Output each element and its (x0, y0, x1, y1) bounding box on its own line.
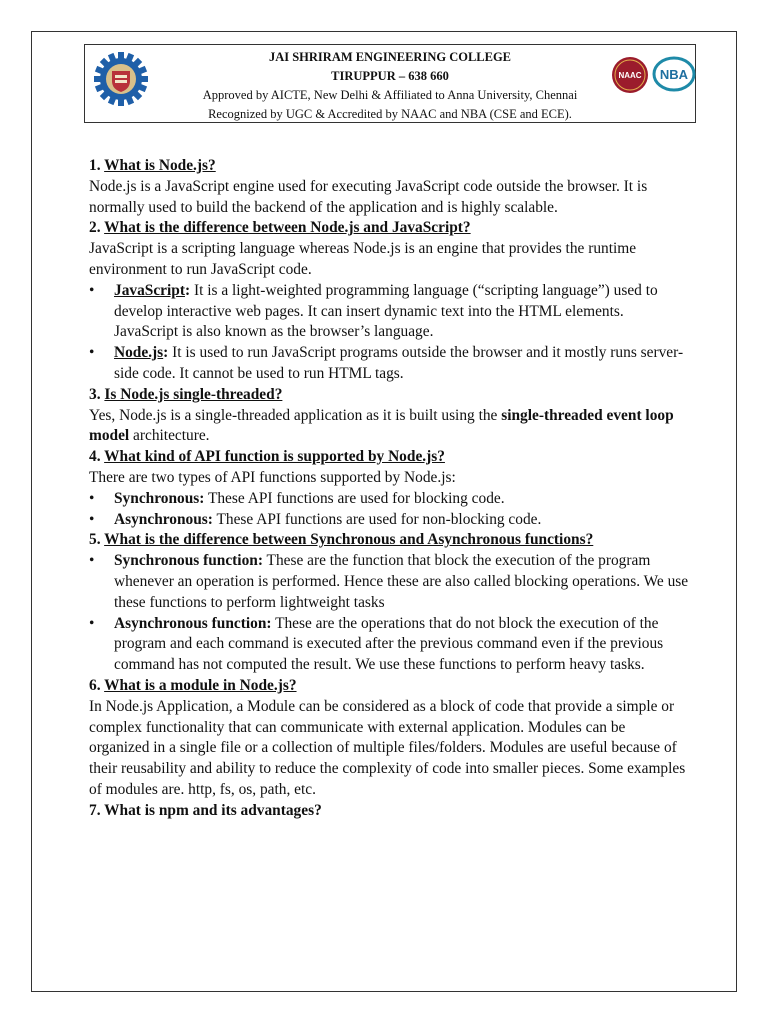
list-item: • Synchronous: These API functions are used for blocking code. (89, 489, 505, 507)
answer-2: JavaScript is a scripting language whereas Node.js is an engine that provides the runtime environment to run JavaScript code. (89, 240, 637, 278)
question-2: 2. What is the difference between Node.js and JavaScript? (89, 219, 471, 237)
approval-line: Approved by AICTE, New Delhi & Affiliated to Anna University, Chennai (202, 88, 578, 102)
question-3-title: Is Node.js single-threaded? (104, 385, 283, 403)
college-name: JAI SHRIRAM ENGINEERING COLLEGE (268, 50, 512, 64)
nba-logo-text: NBA (659, 67, 689, 82)
list-item: • Asynchronous: These API functions are used for non-blocking code. (89, 510, 542, 528)
question-1-title: What is Node.js? (104, 157, 216, 174)
question-5: 5. What is the difference between Synchronous and Asynchronous functions? (89, 531, 594, 549)
college-city: TIRUPPUR – 638 660 (331, 69, 449, 83)
answer-6: In Node.js Application, a Module can be considered as a block of code that provide a simple or complex functionality that can communicate with external application. Modules can be organized in a single file or a collection of multiple files/folders. Modules are useful because of their reusability and ability to reduce the complexity of code into smaller pieces. Some examples of modules are. http, fs, os, path, etc. (89, 697, 686, 798)
answer-1: Node.js is a JavaScript engine used for executing JavaScript code outside the browser. It is normally used to build the backend of the application and is highly scalable. (89, 177, 648, 216)
question-6-title: What is a module in Node.js? (104, 676, 297, 694)
college-gear-logo-icon (93, 51, 149, 107)
question-7: 7. What is npm and its advantages? (89, 801, 322, 819)
question-2-title: What is the difference between Node.js and JavaScript? (104, 219, 471, 237)
answer-4-list (89, 489, 689, 531)
header-text (145, 48, 635, 124)
recognition-line: Recognized by UGC & Accredited by NAAC and NBA (CSE and ECE). (208, 107, 572, 121)
naac-logo-icon (611, 56, 649, 94)
question-4-title: What kind of API function is supported by Node.js? (104, 448, 445, 466)
question-5-title: What is the difference between Synchronous and Asynchronous functions? (104, 531, 594, 549)
list-item: • JavaScript: It is a light-weighted programming language (“scripting language”) used to develop interactive web pages. It can insert dynamic text into the HTML elements. JavaScript is also known as the browser’s language. (89, 281, 658, 341)
question-6: 6. What is a module in Node.js? (89, 676, 297, 694)
college-header (84, 44, 696, 123)
answer-5-list (89, 551, 689, 676)
answer-4: There are two types of API functions supported by Node.js: (89, 468, 456, 486)
answer-2-list (89, 281, 689, 385)
nba-logo-icon (652, 56, 696, 92)
list-item: • Synchronous function: These are the function that block the execution of the program whenever an operation is performed. Hence these are also called blocking operations. We use these functions to perform lightweight tasks (89, 552, 689, 611)
question-3: 3. Is Node.js single-threaded? (89, 385, 283, 403)
question-4: 4. What kind of API function is supported by Node.js? (89, 448, 445, 466)
answer-3: Yes, Node.js is a single-threaded application as it is built using the single-threaded event loop model architecture. (89, 406, 674, 445)
document-body (89, 156, 689, 822)
naac-logo-text: NAAC (618, 71, 642, 80)
list-item: • Node.js: It is used to run JavaScript programs outside the browser and it mostly runs server-side code. It cannot be used to run HTML tags. (89, 344, 684, 382)
question-1: 1. What is Node.js? (89, 157, 216, 174)
list-item: • Asynchronous function: These are the operations that do not block the execution of the program and each command is executed after the previous command even if the previous command has not computed the result. We use these functions to perform heavy tasks. (89, 614, 664, 674)
